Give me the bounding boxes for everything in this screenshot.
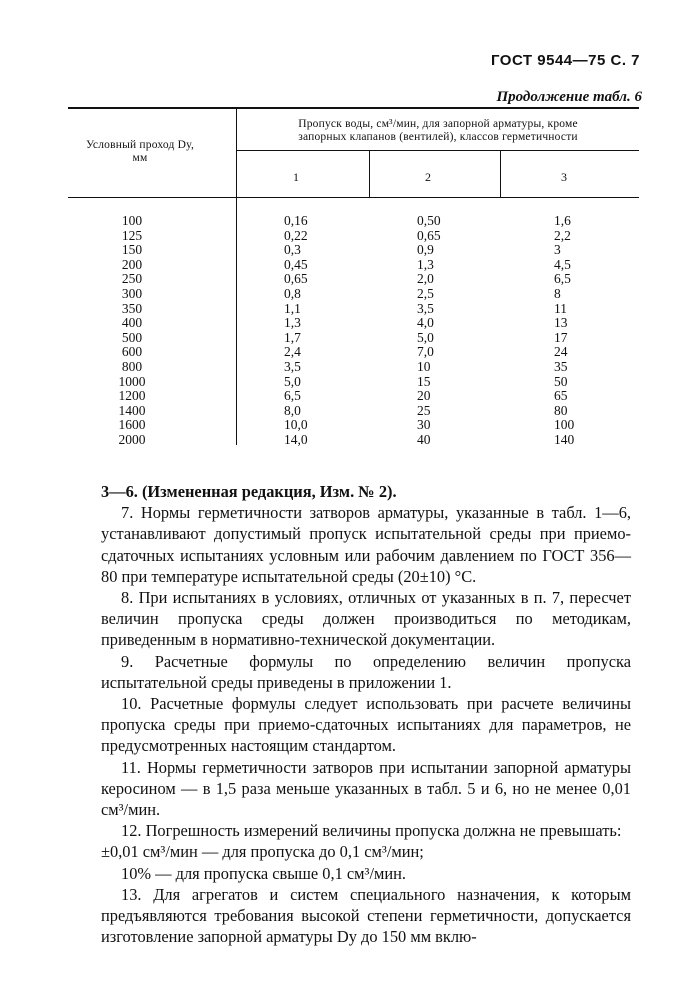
- nominal-diameter-cell: 1600: [118, 417, 146, 433]
- paragraph-9: 9. Расчетные формулы по определению величин пропуска испытательной среды приведены в приложении 1.: [101, 651, 631, 692]
- col-header-group-line2: запорных клапанов (вентилей), классов герметичности: [298, 131, 578, 143]
- nominal-diameter-cell: 1400: [118, 402, 146, 418]
- nominal-diameter-cell: 350: [121, 300, 143, 316]
- nominal-diameter-cell: 200: [121, 256, 143, 272]
- class-2-cell: 7,0: [417, 344, 434, 360]
- class-number-1: 1: [293, 170, 299, 184]
- paragraph-12-item-a: ±0,01 см³/мин — для пропуска до 0,1 см³/мин;: [101, 842, 424, 862]
- nominal-diameter-cell: 1200: [118, 388, 146, 404]
- class-3-cell: 35: [554, 358, 568, 374]
- class-3-cell: 13: [554, 315, 568, 331]
- class-1-cell: 0,3: [284, 242, 301, 258]
- class-3-cell: 1,6: [554, 213, 571, 228]
- paragraph-7: 7. Нормы герметичности затворов арматуры, указанные в табл. 1—6, устанавливают допустимый пропуск испытательной среды при приемо-сдаточных испытаниях условным или рабочим давлением по ГОСТ 356—80 при температуре испытательной среды (20±10) °С.: [101, 503, 631, 586]
- class-3-cell: 50: [554, 373, 568, 389]
- class-3-cell: 11: [554, 300, 567, 316]
- column-class-3: [554, 214, 594, 448]
- class-3-cell: 4,5: [554, 256, 571, 272]
- class-number-3: 3: [561, 170, 567, 184]
- class-3-cell: 17: [554, 329, 568, 345]
- class-3-cell: 24: [554, 344, 568, 360]
- nominal-diameter-cell: 100: [121, 213, 143, 228]
- paragraph-13: 13. Для агрегатов и систем специального назначения, к которым предъявляются требования высокой степени герметичности, допускается изготовление запорной арматуры Dу до 150 мм вклю-: [101, 884, 631, 947]
- class-2-cell: 30: [417, 417, 431, 433]
- nominal-diameter-cell: 300: [121, 285, 143, 301]
- class-2-cell: 4,0: [417, 315, 434, 331]
- class-3-cell: 8: [554, 285, 561, 301]
- table-col-divider-3: [500, 150, 501, 198]
- paragraph-12-item-b: 10% — для пропуска свыше 0,1 см³/мин.: [121, 863, 407, 883]
- class-number-2: 2: [425, 170, 431, 184]
- class-1-cell: 10,0: [284, 417, 308, 433]
- class-1-cell: 0,22: [284, 227, 308, 243]
- body-text: [101, 481, 631, 947]
- class-1-cell: 0,8: [284, 285, 301, 301]
- nominal-diameter-cell: 500: [121, 329, 143, 345]
- class-3-cell: 80: [554, 402, 568, 418]
- col-header-nominal-diameter: Условный проход Dу, мм: [85, 139, 195, 164]
- table-col-divider-2: [369, 150, 370, 198]
- class-1-cell: 0,16: [284, 213, 308, 228]
- nominal-diameter-cell: 125: [121, 227, 143, 243]
- paragraph-8: 8. При испытаниях в условиях, отличных от указанных в п. 7, пересчет величин пропуска среды должен производиться по методикам, приведенным в нормативно-технической документации.: [101, 588, 631, 650]
- class-2-cell: 20: [417, 388, 431, 404]
- class-3-cell: 140: [554, 431, 575, 447]
- class-1-cell: 0,65: [284, 271, 308, 287]
- table-continuation-label: Продолжение табл. 6: [496, 89, 642, 105]
- nominal-diameter-cell: 800: [121, 358, 143, 374]
- paragraph-11: 11. Нормы герметичности затворов при испытании запорной арматуры керосином — в 1,5 раза меньше указанных в табл. 5 и 6, но не менее 0,01 см³/мин.: [101, 757, 631, 820]
- class-2-cell: 0,50: [417, 213, 441, 228]
- class-3-cell: 2,2: [554, 227, 571, 243]
- class-2-cell: 1,3: [417, 256, 434, 272]
- paragraph-10: 10. Расчетные формулы следует использовать при расчете величины пропуска среды при приемо-сдаточных испытаниях для параметров, не предусмотренных настоящим стандартом.: [101, 694, 631, 756]
- table-top-rule: [68, 107, 639, 109]
- column-class-2: [417, 214, 457, 448]
- nominal-diameter-cell: 600: [121, 344, 143, 360]
- class-1-cell: 2,4: [284, 344, 301, 360]
- nominal-diameter-cell: 250: [121, 271, 143, 287]
- page-header: ГОСТ 9544—75 С. 7: [491, 52, 640, 69]
- class-1-cell: 3,5: [284, 358, 301, 374]
- class-1-cell: 1,7: [284, 329, 301, 345]
- class-2-cell: 5,0: [417, 329, 434, 345]
- class-2-cell: 15: [417, 373, 431, 389]
- column-class-1: [284, 214, 334, 448]
- class-1-cell: 0,45: [284, 256, 308, 272]
- amendment-note: 3—6. (Измененная редакция, Изм. № 2).: [101, 482, 397, 501]
- col-header-group-line1: Пропуск воды, см³/мин, для запорной арматуры, кроме: [298, 118, 578, 130]
- nominal-diameter-cell: 150: [121, 242, 143, 258]
- class-2-cell: 2,5: [417, 285, 434, 301]
- nominal-diameter-cell: 400: [121, 315, 143, 331]
- table-group-rule: [236, 150, 639, 151]
- class-2-cell: 2,0: [417, 271, 434, 287]
- class-1-cell: 1,3: [284, 315, 301, 331]
- class-3-cell: 100: [554, 417, 575, 433]
- column-nominal-diameter: [100, 214, 164, 448]
- class-2-cell: 0,65: [417, 227, 441, 243]
- class-1-cell: 1,1: [284, 300, 301, 316]
- class-1-cell: 6,5: [284, 388, 301, 404]
- class-1-cell: 14,0: [284, 431, 308, 447]
- class-1-cell: 5,0: [284, 373, 301, 389]
- nominal-diameter-cell: 1000: [118, 373, 146, 389]
- paragraph-12: 12. Погрешность измерений величины пропуска должна не превышать:: [121, 821, 622, 841]
- table-header-bottom-rule: [68, 197, 639, 198]
- class-3-cell: 6,5: [554, 271, 571, 287]
- class-2-cell: 3,5: [417, 300, 434, 316]
- class-2-cell: 25: [417, 402, 431, 418]
- class-3-cell: 65: [554, 388, 568, 404]
- nominal-diameter-cell: 2000: [118, 431, 146, 447]
- table-col-divider-1: [236, 108, 237, 445]
- class-2-cell: 10: [417, 358, 431, 374]
- class-2-cell: 40: [417, 431, 431, 447]
- class-2-cell: 0,9: [417, 242, 434, 258]
- class-3-cell: 3: [554, 242, 561, 258]
- class-1-cell: 8,0: [284, 402, 301, 418]
